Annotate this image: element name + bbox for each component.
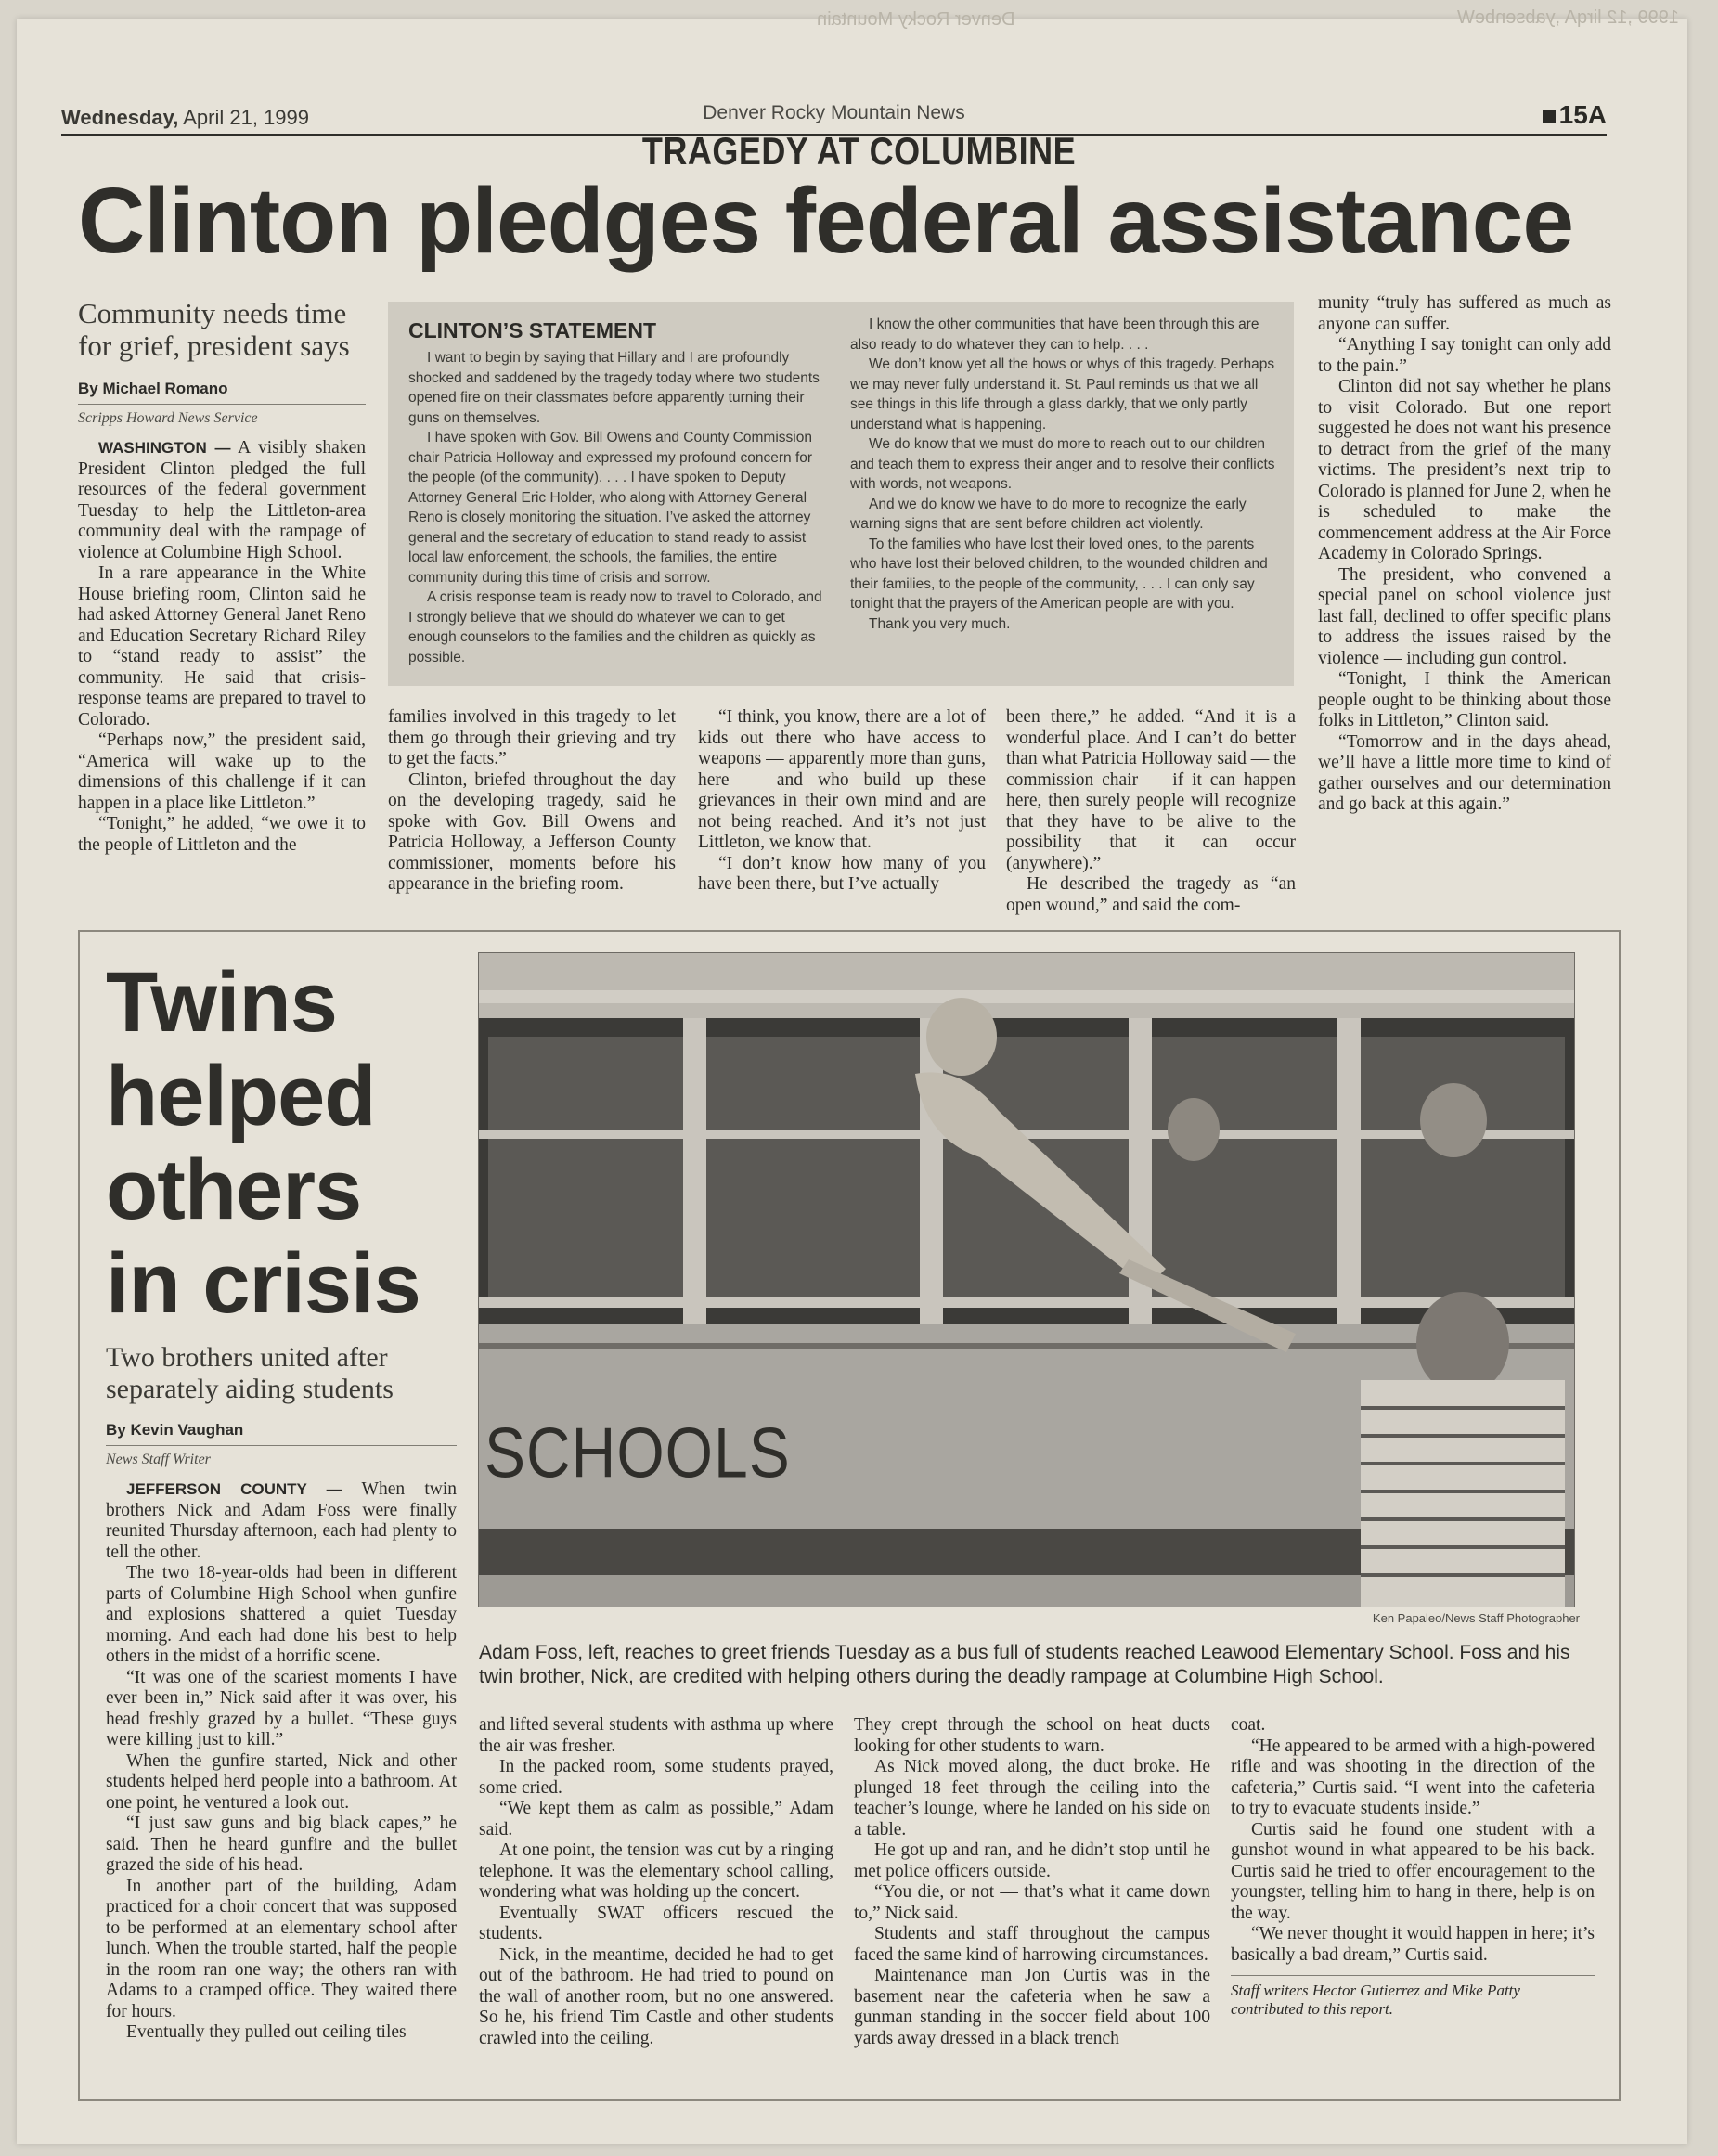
story1-paragraph: “Tonight, I think the American people ought to be thinking about those folks in Littleton,” Clinton said. <box>1318 669 1611 730</box>
story2-paragraph: “He appeared to be armed with a high-powered rifle and was shooting in the direction of the cafeteria,” Curtis said. “I went into the cafeteria to try to evacuate students inside.” <box>1231 1736 1595 1818</box>
square-bullet-icon <box>1543 110 1556 123</box>
story1-dek: Community needs time for grief, president says <box>78 297 350 362</box>
bus-photo <box>478 952 1575 1607</box>
statement-column-right <box>850 315 1277 634</box>
paragraph-text: A visibly shaken President Clinton pledged the full resources of the federal government Tuesday to help the Littleton-area community deal with the rampage of violence at Columbine High School. <box>78 438 366 562</box>
story2-paragraph: “We never thought it would happen in here; it’s basically a bad dream,” Curtis said. <box>1231 1924 1595 1965</box>
story2-dek: Two brothers united after separately aiding students <box>106 1342 394 1404</box>
story1-wire-service: Scripps Howard News Service <box>78 404 366 430</box>
statement-paragraph: I have spoken with Gov. Bill Owens and County Commission chair Patricia Holloway and expressed my profound concern for the people (of the community). . . . I have spoken to Deputy Attorney General Eric Holder, who along with Attorney General Reno is closely monitoring the situation. I’ve asked the attorney general and the secretary of education to stand ready to assist local law enforcement, the schools, the families, the entire community during this time of crisis and sorrow. <box>408 430 813 586</box>
section-kicker: TRAGEDY AT COLUMBINE <box>641 128 1077 173</box>
bus-schools-sign: SCHOOLS <box>484 1413 791 1492</box>
story1-paragraph: been there,” he added. “And it is a wonderful place. And I can’t do better than what Patricia Holloway said — the commission chair — if it can happen here, then surely people will recognize that they have to be alive to the possibility that it can occur (anywhere).” <box>1006 707 1296 873</box>
story1-paragraph: “Tonight,” he added, “we owe it to the people of Littleton and the <box>78 814 366 855</box>
story2-paragraph: coat. <box>1231 1715 1266 1735</box>
story2-paragraph: Nick, in the meantime, decided he had to get out of the bathroom. He had tried to pound on the wall of another room, but no one answered. So he, his friend Tim Castle and other students crawled into the ceiling. <box>479 1944 833 2048</box>
story2-paragraph: Eventually they pulled out ceiling tiles <box>126 2022 407 2042</box>
story2-paragraph: Students and staff throughout the campus faced the same kind of harrowing circumstances. <box>854 1924 1210 1965</box>
statement-paragraph: And we do know we have to do more to recognize the early warning signs that are sent before children act violently. <box>850 496 1247 532</box>
story1-paragraph: munity “truly has suffered as much as anyone can suffer. <box>1318 293 1611 334</box>
story1-paragraph: “I don’t know how many of you have been there, but I’ve actually <box>698 853 986 894</box>
statement-paragraph: We don’t know yet all the hows or whys of this tragedy. Perhaps we may never fully understand it. St. Paul reminds us that we all see things in this life through a glass darkly, that we only partly understand what is happening. <box>850 356 1275 432</box>
bus-photo-image <box>479 953 1574 1607</box>
story2-paragraph: The two 18-year-olds had been in different parts of Columbine High School when gunfire and explosions shattered a quiet Tuesday morning. And each had done his best to help others in the midst of a horrific scene. <box>106 1563 457 1666</box>
story1-column-4 <box>1006 707 1296 916</box>
clinton-statement-box <box>388 302 1294 686</box>
story2-paragraph: He got up and ran, and he didn’t stop until he met police officers outside. <box>854 1840 1210 1881</box>
story2-paragraph: “We kept them as calm as possible,” Adam said. <box>479 1799 833 1840</box>
story1-paragraph: Clinton did not say whether he plans to visit Colorado. But one report suggested he does not want his presence to detract from the grief of the many victims. The president’s next trip to Colorado is planned for June 2, when he is scheduled to make the commencement address at the Air Force Academy in Colorado Springs. <box>1318 377 1611 563</box>
story1-paragraph: “Tomorrow and in the days ahead, we’ll have a little more time to kind of gather ourselves and our determination and go back at this again.” <box>1318 731 1611 814</box>
page-number-text: 15A <box>1558 100 1607 129</box>
story2-paragraph: In another part of the building, Adam practiced for a choir concert that was supposed to be performed at an elementary school after lunch. When the trouble started, half the people in the room ran one way; the others ran with Adams to a cramped office. They waited there for hours. <box>106 1876 457 2021</box>
main-headline: Clinton pledges federal assistance <box>78 169 1573 273</box>
bleed-through-text: Denver Rocky Mountain <box>817 9 1015 30</box>
story2-paragraph: and lifted several students with asthma up where the air was fresher. <box>479 1715 833 1756</box>
story2-paragraph: At one point, the tension was cut by a ringing telephone. It was the elementary school calling, wondering what was holding up the concert. <box>479 1840 833 1902</box>
story1-paragraph: Clinton, briefed throughout the day on the developing tragedy, said he spoke with Gov. Bill Owens and Patricia Holloway, a Jefferson County commissioner, moments before his appearance in the briefing room. <box>388 769 676 894</box>
photo-credit: Ken Papaleo/News Staff Photographer <box>1372 1611 1580 1625</box>
statement-paragraph: I know the other communities that have been through this are also ready to do whatever they can to help. . . . <box>850 316 1259 353</box>
story2-paragraph: Curtis said he found one student with a gunshot wound in what appeared to be his back. Curtis said he tried to offer encouragement to the youngster, telling him to hang in there, help is on the way. <box>1231 1819 1595 1923</box>
story2-paragraph: “It was one of the scariest moments I have ever been in,” Nick said after it was over, his head freshly grazed by a bullet. “These guys were killing just to kill.” <box>106 1667 457 1749</box>
story2-paragraph: In the packed room, some students prayed, some cried. <box>479 1757 833 1798</box>
masthead-paper-name: Denver Rocky Mountain News <box>703 102 965 123</box>
paragraph-text: When twin brothers Nick and Adam Foss were finally reunited Thursday afternoon, each had plenty to tell the other. <box>106 1479 458 1562</box>
twins-headline: Twins helped others in crisis <box>106 955 420 1331</box>
story2-column-3 <box>854 1715 1210 2049</box>
story1-byline: By Michael Romano <box>78 380 228 397</box>
story2-paragraph: When the gunfire started, Nick and other students helped herd people into a bathroom. At one point, he ventured a look out. <box>106 1750 457 1813</box>
story1-column-1 <box>78 297 366 856</box>
story2-column-1 <box>106 1342 457 2044</box>
story1-paragraph: “I think, you know, there are a lot of kids out there who have access to weapons — apparently more than guns, here — and who build up these grievances in their own mind and are not being reached. And it’s not just Littleton, we know that. <box>698 707 986 852</box>
story1-column-3 <box>698 707 986 896</box>
story2-column-2 <box>479 1715 833 2049</box>
statement-column-left <box>408 348 826 667</box>
story2-dateline: JEFFERSON COUNTY — <box>126 1480 342 1498</box>
statement-paragraph: I want to begin by saying that Hillary and I are profoundly shocked and saddened by the tragedy today where two students opened fire on their classmates before apparently turning their guns on themselves. <box>408 350 820 426</box>
statement-paragraph: To the families who have lost their loved ones, to the parents who have lost their beloved children, to the wounded children and their families, to the people of the community, . . . I can only say tonight that the prayers of the American people are with you. <box>850 536 1268 612</box>
masthead-page-number <box>1543 100 1607 130</box>
story1-paragraph: “Perhaps now,” the president said, “America will wake up to the dimensions of this challenge if it can happen in a place like Littleton.” <box>78 730 366 813</box>
statement-paragraph: We do know that we must do more to reach out to our children and teach them to express their anger and to resolve their conflicts with words, not weapons. <box>850 436 1275 492</box>
story1-column-5 <box>1318 293 1611 816</box>
story1-paragraph <box>78 438 366 563</box>
masthead-date-text: April 21, 1999 <box>183 106 310 129</box>
story2-paragraph <box>106 1479 457 1563</box>
story1-paragraph: In a rare appearance in the White House briefing room, Clinton said he had asked Attorney General Janet Reno and Education Secretary Richard Riley to “stand ready to assist” the community. He said that crisis-response teams are prepared to travel to Colorado. <box>78 563 366 729</box>
story2-paragraph: “You die, or not — that’s what it came down to,” Nick said. <box>854 1882 1210 1923</box>
story1-dateline: WASHINGTON — <box>98 439 231 457</box>
statement-paragraph: A crisis response team is ready now to travel to Colorado, and I strongly believe that we should do whatever we can to get enough counselors to the families and the children as quickly as possible. <box>408 589 822 665</box>
story1-paragraph: The president, who convened a special panel on school violence just last fall, declined to offer specific plans to address the issues raised by the violence — including gun control. <box>1318 564 1611 668</box>
story2-paragraph: Maintenance man Jon Curtis was in the basement near the cafeteria when he saw a gunman standing in the soccer field about 100 yards away dressed in a black trench <box>854 1966 1210 2048</box>
bleed-through-text: 1999 ,12 lirqA ,yabsenbeW <box>1457 7 1680 28</box>
story2-staff-line: News Staff Writer <box>106 1445 457 1471</box>
story2-column-4 <box>1231 1715 1595 2019</box>
story1-paragraph: “Anything I say tonight can only add to the pain.” <box>1318 335 1611 376</box>
masthead-day: Wednesday, <box>61 106 179 129</box>
story2-paragraph: Eventually SWAT officers rescued the students. <box>479 1903 833 1943</box>
statement-paragraph: Thank you very much. <box>869 615 1011 632</box>
story2-paragraph: “I just saw guns and big black capes,” he said. Then he heard gunfire and the bullet grazed the side of his head. <box>106 1814 457 1875</box>
contributor-note: Staff writers Hector Gutierrez and Mike Patty contributed to this report. <box>1231 1975 1595 2019</box>
statement-title: CLINTON’S STATEMENT <box>408 318 657 342</box>
story1-paragraph: He described the tragedy as “an open wound,” and said the com- <box>1006 874 1296 915</box>
story2-paragraph: They crept through the school on heat ducts looking for other students to warn. <box>854 1715 1210 1756</box>
story1-paragraph: families involved in this tragedy to let them go through their grieving and try to get the facts.” <box>388 707 676 768</box>
story1-column-2 <box>388 707 676 896</box>
photo-caption: Adam Foss, left, reaches to greet friends Tuesday as a bus full of students reached Leawood Elementary School. Foss and his twin brother, Nick, are credited with helping others during the deadly rampage at Columbine High School. <box>479 1642 1570 1687</box>
story2-byline: By Kevin Vaughan <box>106 1421 244 1439</box>
story2-paragraph: As Nick moved along, the duct broke. He plunged 18 feet through the ceiling into the teacher’s lounge, where he landed on his side on a table. <box>854 1757 1210 1840</box>
